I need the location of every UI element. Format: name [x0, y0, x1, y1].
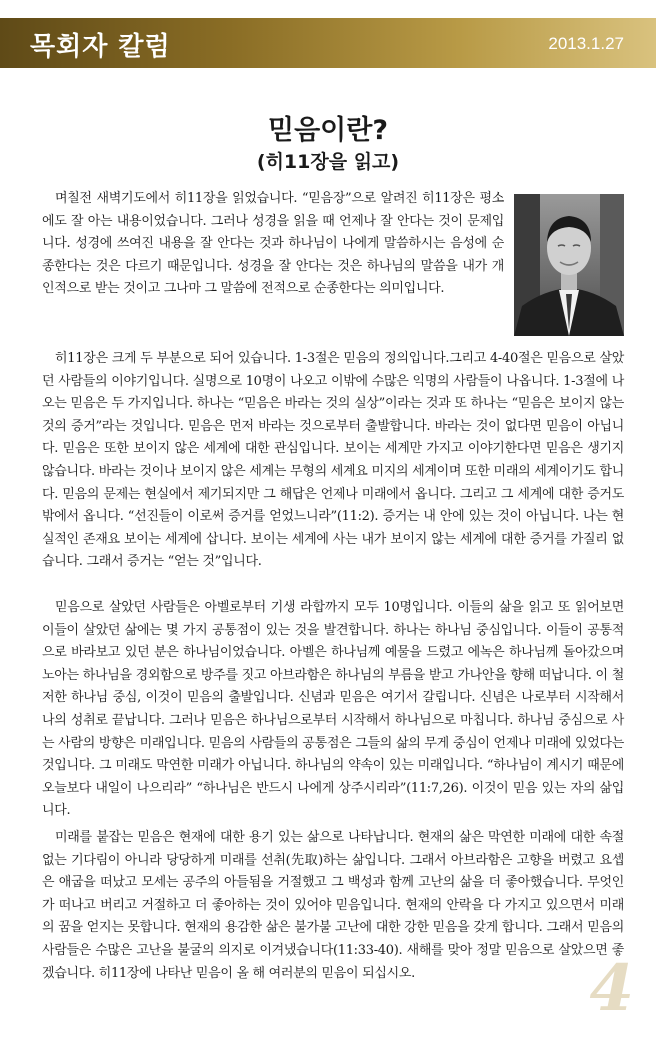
pastor-portrait-photo	[514, 194, 624, 336]
column-header-bar	[0, 18, 656, 68]
article-paragraph-1: 며칠전 새벽기도에서 히11장을 읽었습니다. “믿음장”으로 알려진 히11장은 평소에도 잘 아는 내용이었습니다. 그러나 성경을 읽을 때 언제나 잘 안다는 것이 문제입니다. 성경에 쓰여진 내용을 잘 안다는 것과 하나님이 나에게 말씀하시는 음성에 순종한다는 것은 다르기 때문입니다. 성경을 잘 안다는 것은 하나님의 말씀을 내가 개인적으로 받는 것이고 그나마 그 말씀에 전적으로 순종한다는 의미입니다.	[42, 191, 504, 297]
article-paragraph-2: 히11장은 크게 두 부분으로 되어 있습니다. 1-3절은 믿음의 정의입니다.그리고 4-40절은 믿음으로 살았던 사람들의 이야기입니다. 실명으로 10명이 나오고 이밖에 수많은 익명의 사람들이 나옵니다. 1-3절에 나오는 믿음은 두 가지입니다. 하나는 “믿음은 바라는 것의 실상”이라는 것과 또 하나는 “믿음은 보이지 않는 것의 증거”라는 것입니다. 믿음은 먼저 바라는 것으로부터 출발합니다. 바라는 것이 없다면 믿음이 아닙니다. 믿음은 또한 보이지 않은 세계에 대한 관심입니다. 보이는 세계만 가지고 이야기한다면 믿음은 생기지 않습니다. 바라는 것이나 보이지 않은 세계는 무형의 세계요 미지의 세계이며 또한 미래의 세계이기도 합니다. 믿음의 문제는 현실에서 제기되지만 그 해답은 언제나 미래에서 옵니다. 그리고 그 세계에 대한 증거도 밖에서 옵니다. “선진들이 이로써 증거를 얻었느니라”(11:2). 증거는 내 안에 있는 것이 아닙니다. 나는 현실적인 존재요 보이는 세계에 삽니다. 보이는 세계에 사는 내가 보이지 않는 세계에 대한 증거를 가질리 없습니다. 그래서 증거는 “얻는 것”입니다.	[42, 351, 624, 570]
publication-date: 2013.1.27	[548, 34, 624, 53]
page-number: 4	[589, 951, 634, 1026]
article-paragraph-3: 믿음으로 살았던 사람들은 아벨로부터 기생 라합까지 모두 10명입니다. 이들의 삶을 읽고 또 읽어보면 이들이 살았던 삶에는 몇 가지 공통점이 있는 것을 발견합니다. 하나는 하나님 중심입니다. 이들이 공통적으로 바라보고 있던 분은 하나님이었습니다. 아벨은 하나님께 예물을 드렸고 에녹은 하나님께 돌아갔으며 노아는 하나님을 경외함으로 방주를 짓고 아브라함은 하나님의 부름을 받고 가나안을 향해 떠납니다. 이 철저한 하나님 중심, 이것이 믿음의 출발입니다. 신념과 믿음은 여기서 갈립니다. 신념은 나로부터 시작해서 나의 성취로 끝납니다. 그러나 믿음은 하나님으로부터 시작해서 하나님으로 마칩니다. 하나님 중심으로 사는 사람의 방향은 미래입니다. 믿음의 사람들의 공통점은 그들의 삶의 무게 중심이 언제나 미래에 있었다는 것입니다. 그 미래도 막연한 미래가 아닙니다. 하나님의 약속이 있는 미래입니다. “하나님이 계시기 때문에 오늘보다 내일이 나으리라” “하나님은 반드시 나에게 상주시리라”(11:7,26). 이것이 믿음 있는 자의 삶입니다.	[42, 600, 624, 819]
article-title: 믿음이란?	[268, 115, 388, 146]
article-paragraph-4: 미래를 붙잡는 믿음은 현재에 대한 용기 있는 삶으로 나타납니다. 현재의 삶은 막연한 미래에 대한 속절없는 기다림이 아니라 당당하게 미래를 선취(先取)하는 삶입니다. 그래서 아브라함은 고향을 버렸고 요셉은 애굽을 떠났고 모세는 공주의 아들됨을 거절했고 그 백성과 함께 고난의 삶을 더 좋아했습니다. 무엇인가 떠나고 버리고 거절하고 더 좋아하는 것이 있어야 믿음입니다. 현재의 안락을 다 가지고 있으면서 미래의 꿈을 얻지는 못합니다. 현재의 용감한 삶은 불가불 고난에 대한 강한 믿음을 갖게 합니다. 그래서 믿음의 사람들은 수많은 고난을 불굴의 의지로 이겨냈습니다(11:33-40). 새해를 맞아 정말 믿음으로 살았으면 좋겠습니다. 히11장에 나타난 믿음이 올 해 여러분의 믿음이 되십시오.	[42, 830, 624, 981]
column-header-title: 목회자 칼럼	[30, 32, 171, 62]
article-subtitle: (히11장을 읽고)	[256, 151, 400, 173]
